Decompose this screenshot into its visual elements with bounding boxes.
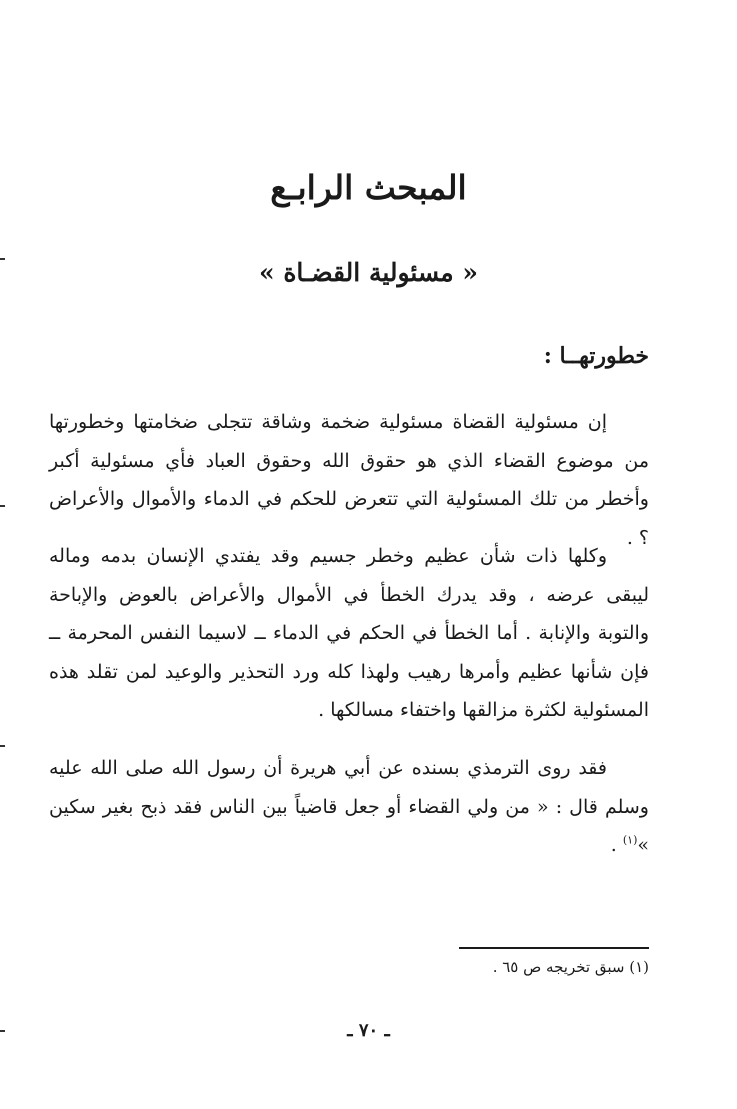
margin-mark [0, 258, 5, 260]
margin-mark [0, 505, 5, 507]
margin-mark [0, 1030, 5, 1032]
chapter-title: المبحث الرابـع [270, 168, 467, 207]
paragraph-1-text: إن مسئولية القضاة مسئولية ضخمة وشاقة تتجلى ضخامتها وخطورتها من موضوع القضاء الذي هو حقوق الله وحقوق العباد فأي مسئولية أكبر وأخطر من تلك المسئولية التي تتعرض للحكم في الدماء والأموال والأعراض ؟ . [49, 411, 649, 549]
footnote-divider [459, 947, 649, 949]
subheading: خطورتهــا : [543, 343, 649, 369]
paragraph-1 [49, 403, 649, 557]
paragraph-2-text: وكلها ذات شأن عظيم وخطر جسيم وقد يفتدي الإنسان بدمه وماله ليبقى عرضه ، وقد يدرك الخطأ في الأموال والأعراض بالعوض والإباحة والتوبة والإنابة . أما الخطأ في الحكم في الدماء ــ لاسيما النفس المحرمة ــ فإن شأنها عظيم وأمرها رهيب ولهذا كله ورد التحذير والوعيد لمن تقلد هذه المسئولية لكثرة مزالقها واختفاء مسالكها . [49, 545, 649, 721]
paragraph-3-ending: . [610, 834, 623, 856]
page-number: ـ ٧٠ ـ [347, 1020, 390, 1041]
paragraph-3 [49, 749, 649, 865]
footnote: (١) سبق تخريجه ص ٦٥ . [492, 958, 649, 976]
paragraph-2 [49, 537, 649, 730]
margin-mark [0, 745, 5, 747]
footnote-reference[interactable]: (١) [622, 833, 638, 847]
paragraph-3-text: فقد روى الترمذي بسنده عن أبي هريرة أن رسول الله صلى الله عليه وسلم قال : « من ولي القضاء أو جعل قاضياً بين الناس فقد ذبح بغير سكين » [49, 757, 649, 856]
section-title: « مسئولية القضـاة » [258, 258, 478, 287]
